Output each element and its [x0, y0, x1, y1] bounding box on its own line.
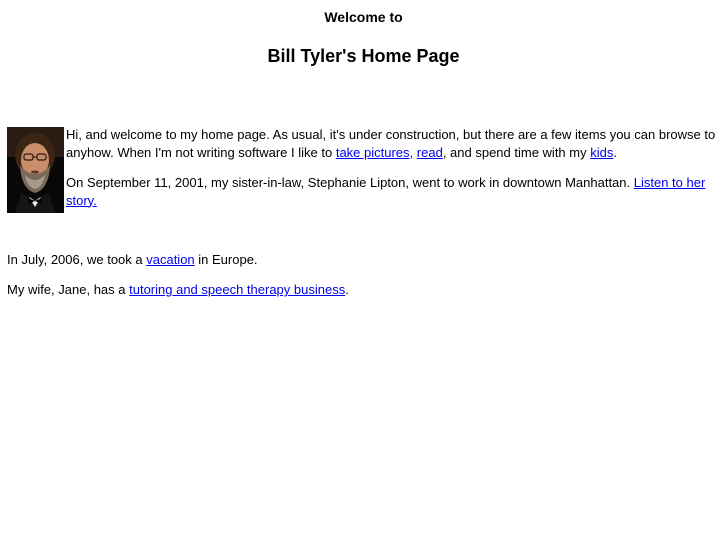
- page-title: Bill Tyler's Home Page: [267, 46, 460, 66]
- intro-text-continued: , and spend time with my: [442, 144, 591, 160]
- read-link[interactable]: read: [416, 144, 443, 160]
- listen-story-link[interactable]: Listen to her story.: [66, 175, 706, 208]
- vacation-link[interactable]: vacation: [146, 252, 195, 267]
- sept-11-paragraph: [66, 174, 721, 209]
- portrait-image: [7, 127, 64, 213]
- intro-paragraph: [66, 126, 721, 161]
- author-photo: [7, 127, 64, 213]
- vacation-text: In July, 2006, we took a: [7, 252, 147, 267]
- business-paragraph: [7, 281, 722, 299]
- vacation-paragraph: [7, 251, 722, 269]
- welcome-heading: Welcome to: [324, 9, 403, 25]
- business-text: My wife, Jane, has a: [7, 282, 130, 297]
- intro-text: Hi, and welcome to my home page. As usual, it's under construction, but there are a few items you can browse to anyhow. When I'm not writing software I like to: [66, 127, 716, 160]
- sept-11-text: On September 11, 2001, my sister-in-law, Stephanie Lipton, went to work in downtown Manhattan.: [66, 175, 634, 190]
- business-period: .: [345, 282, 349, 297]
- kids-link[interactable]: kids: [590, 144, 614, 160]
- vacation-text-end: in Europe.: [194, 252, 258, 267]
- intro-section: [66, 126, 721, 209]
- intro-period: .: [613, 144, 617, 160]
- tutoring-business-link[interactable]: tutoring and speech therapy business: [129, 282, 346, 297]
- take-pictures-link[interactable]: take pictures,: [335, 144, 414, 160]
